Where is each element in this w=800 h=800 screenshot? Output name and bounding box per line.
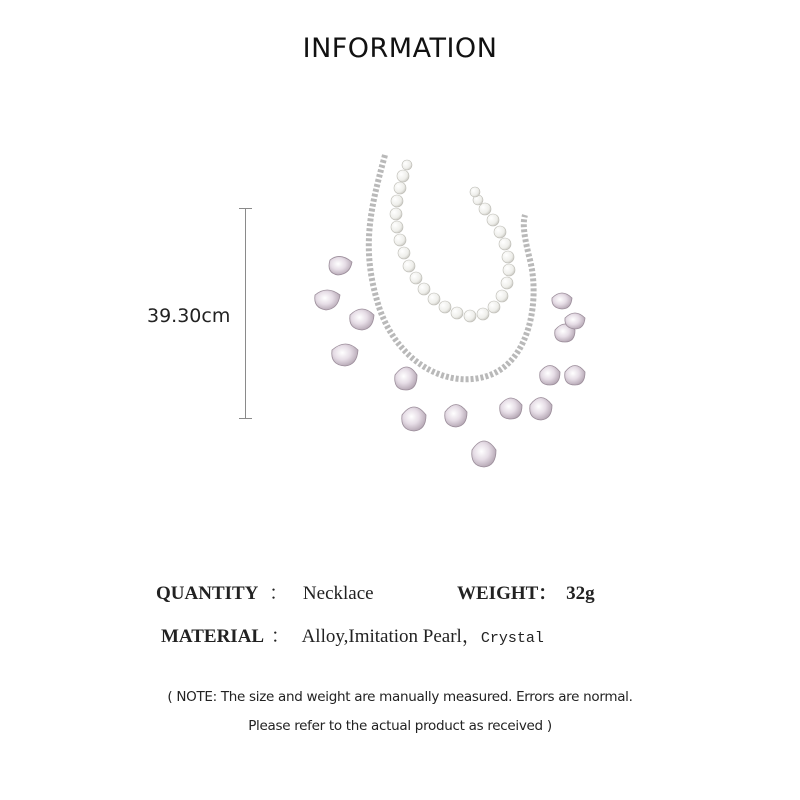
dimension-cap-bottom [239, 418, 252, 419]
weight-label: WEIGHT： [457, 583, 558, 604]
material-separator: ： [270, 626, 290, 647]
weight-value: 32g [566, 583, 595, 604]
material-label: MATERIAL [161, 626, 265, 647]
quantity-row [156, 578, 374, 605]
necklace-image [290, 150, 610, 490]
note-line-1: ( NOTE: The size and weight are manually measured. Errors are normal. [167, 689, 633, 705]
quantity-separator: ： [269, 583, 289, 604]
note-line-2: Please refer to the actual product as received ) [248, 718, 552, 734]
quantity-label: QUANTITY [156, 583, 259, 604]
material-value-crystal: Crystal [480, 630, 544, 647]
dimension-label: 39.30cm [147, 305, 231, 327]
material-row [161, 621, 544, 648]
weight-row [457, 578, 595, 605]
dimension-line [245, 208, 246, 419]
page-title: INFORMATION [302, 33, 498, 64]
material-value: Alloy,Imitation Pearl， [301, 626, 481, 647]
quantity-value: Necklace [302, 583, 374, 604]
